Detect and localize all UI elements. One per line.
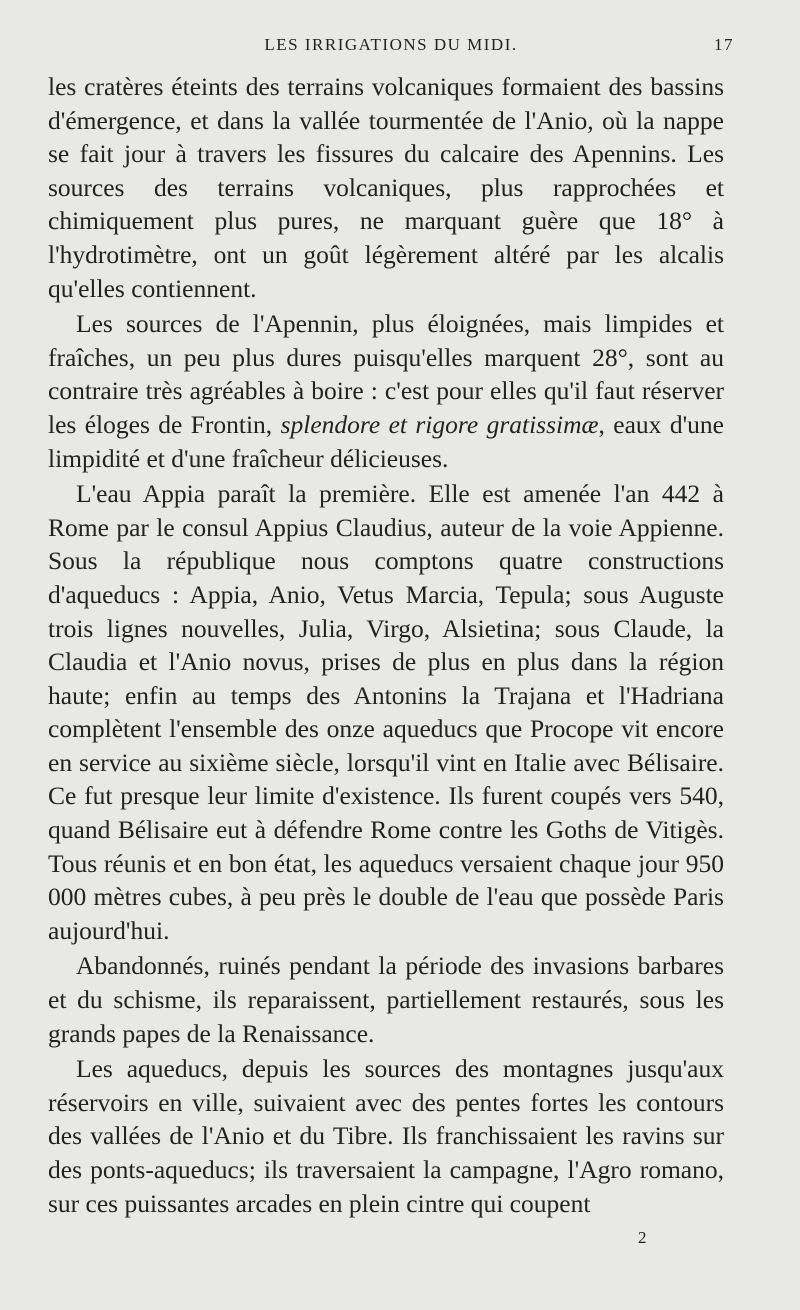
paragraph-2-text-before: Les sources de l'Apennin, plus éloignées, mais limpides et fraîches, un peu plus dures puisqu'elles marquent 28°, sont au contraire très agréables à boire : c'est pour elles qu'il faut réserver les éloges de Frontin,	[48, 309, 724, 439]
paragraph-4: Abandonnés, ruinés pendant la période des invasions barbares et du schisme, ils reparaissent, partiellement restaurés, sous les grands papes de la Renaissance.	[48, 951, 724, 1048]
latin-quote: splendore et rigore gratissimæ	[280, 409, 599, 439]
paragraph-1: les cratères éteints des terrains volcaniques formaient des bassins d'émergence, et dans la vallée tourmentée de l'Anio, où la nappe se fait jour à travers les fissures du calcaire des Apennins. Les sources des terrains volcaniques, plus rapprochées et chimiquement plus pures, ne marquant guère que 18° à l'hydrotimètre, ont un goût légèrement altéré par les alcalis qu'elles contiennent.	[48, 72, 724, 303]
paragraph-3: L'eau Appia paraît la première. Elle est amenée l'an 442 à Rome par le consul Appius Claudius, auteur de la voie Appienne. Sous la république nous comptons quatre constructions d'aqueducs : Appia, Anio, Vetus Marcia, Tepula; sous Auguste trois lignes nouvelles, Julia, Virgo, Alsietina; sous Claude, la Claudia et l'Anio novus, prises de plus en plus dans la région haute; enfin au temps des Antonins la Trajana et l'Hadriana complètent l'ensemble des onze aqueducs que Procope vit encore en service au sixième siècle, lorsqu'il vint en Italie avec Bélisaire. Ce fut presque leur limite d'existence. Ils furent coupés vers 540, quand Bélisaire eut à défendre Rome contre les Goths de Vitigès. Tous réunis et en bon état, les aqueducs versaient chaque jour 950 000 mètres cubes, à peu près le double de l'eau que possède Paris aujourd'hui.	[48, 479, 724, 945]
running-head	[48, 35, 734, 59]
body-text	[48, 70, 724, 1220]
paragraph-2-text-after: , eaux d'une limpidité et d'une fraîcheur délicieuses.	[48, 409, 724, 473]
paragraph-2	[48, 307, 724, 475]
signature-mark: 2	[638, 1228, 647, 1247]
paragraph-5: Les aqueducs, depuis les sources des montagnes jusqu'aux réservoirs en ville, suivaient avec des pentes fortes les contours des vallées de l'Anio et du Tibre. Ils franchissaient les ravins sur des ponts-aqueducs; ils traversaient la campagne, l'Agro romano, sur ces puissantes arcades en plein cintre qui coupent	[48, 1054, 724, 1218]
page-number: 17	[714, 35, 734, 54]
running-title: LES IRRIGATIONS DU MIDI.	[264, 35, 518, 54]
